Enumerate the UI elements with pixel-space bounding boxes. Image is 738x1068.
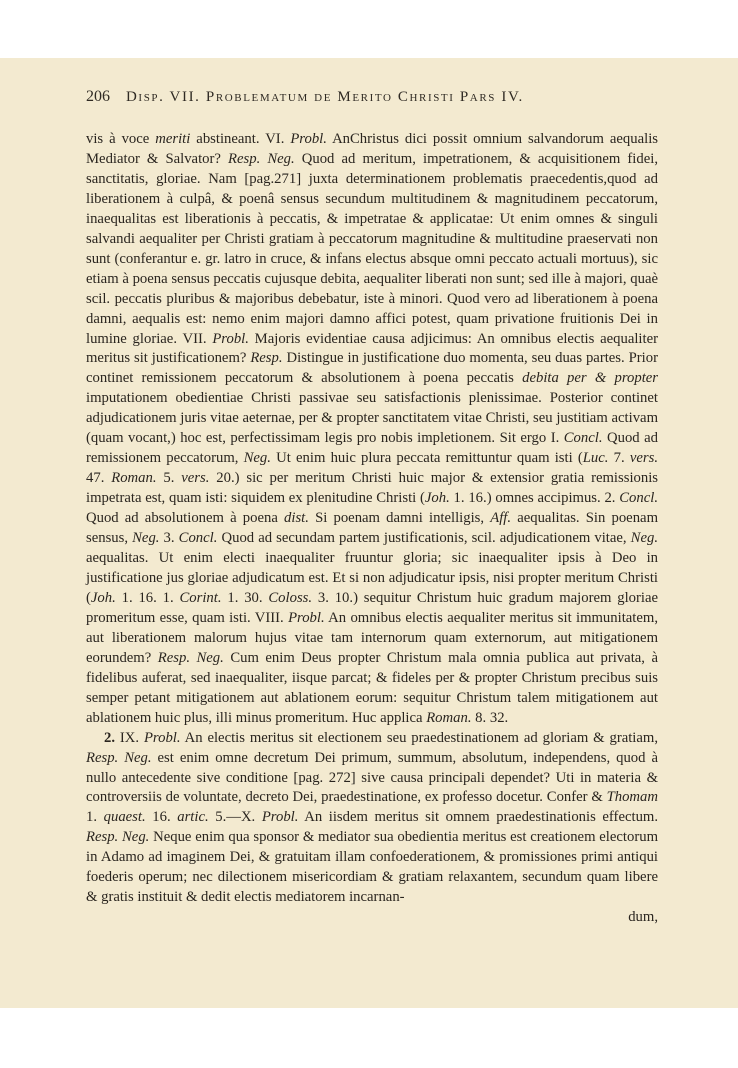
text-run: aequalitas. Sin poenam sensus, — [86, 510, 658, 547]
italic-run: Neg. — [630, 530, 658, 547]
text-run: An electis meritus sit electionem seu praedestinationem ad gloriam & gratiam, — [180, 729, 659, 746]
text-run: Quod ad secundam partem justificationis, scil. adjudicationem vitae, — [217, 530, 631, 547]
paragraph-1-runs — [86, 131, 658, 726]
text-run: Majoris evidentiae causa adjicimus: An omnibus electis aequaliter meritus sit justificationem? — [86, 330, 658, 367]
italic-run: Resp. Neg. — [228, 150, 295, 167]
text-run: Neque enim qua sponsor & mediator sua obedientia meritus est creationem electorum in Adamo ad imaginem Dei, & gratuitam illam confoederationem, & promissiones primi antiqui foederis operum; nec dilectionem misericordiam & gratiam relaxantem, secundum quam libere & gratis instituit & dedit electis mediatorem incarnan- — [86, 829, 658, 906]
paragraph-1 — [86, 130, 658, 729]
text-run: Quod ad meritum, impetrationem, & acquisitionem fidei, sanctitatis, gloriae. Nam [pag.271] juxta determinationem problematis praecedentis,quod ad liberationem à culpâ, & poenâ sensus secundum multitudinem & magnitudinem peccatorum, inaequalitas est liberationis à peccatis, & impetratae & applicatae: Ut enim omnes & singuli salvandi aequaliter per Christi gratiam à peccatorum magnitudine & multitudine praeservati non sunt (conferantur e. gr. latro in cruce, & infans electus absque omni peccato actuali mortuus), sic etiam à poena sensus peccatis cujusque debita, aequaliter liberati non sunt; sed ille à majori, quaè scil. peccatis pluribus & majoribus debebatur, iste à minori. Quod vero ad liberationem à poena damni, aequalis est: nemo enim majori damno affici potest, quam privatione fruitionis Dei in lumine gloriae. VII. — [86, 150, 658, 347]
italic-run: Resp. — [250, 350, 283, 367]
text-run: 5. — [156, 470, 182, 487]
section-mark: 2. — [104, 729, 116, 746]
italic-run: Probl. — [261, 809, 299, 826]
body-text — [86, 130, 658, 928]
italic-run: Resp. Neg. — [157, 649, 224, 666]
text-run: abstineant. VI. — [190, 131, 291, 147]
italic-run: dist. — [284, 510, 309, 527]
italic-run: Concl. — [563, 430, 603, 447]
italic-run: debita per & propter — [522, 370, 659, 387]
italic-run: Probl. — [143, 729, 181, 746]
text-run: 20.) sic per meritum Christi huic major & extensior gratia remissionis impetrata est, quam isti: siquidem ex plenitudine Christi ( — [86, 470, 659, 507]
italic-run: Concl. — [178, 530, 218, 547]
paragraph-2-runs — [86, 730, 658, 906]
text-run: Si poenam damni intelligis, — [308, 510, 491, 527]
text-run: 3. — [159, 530, 179, 547]
italic-run: Coloss. — [268, 589, 313, 606]
italic-run: Roman. — [111, 470, 157, 487]
running-head: Disp. VII. Problematum de Merito Christi Pars IV. — [126, 89, 524, 105]
paragraph-2-final-word: dum, — [628, 909, 658, 926]
text-run: 47. — [86, 470, 112, 487]
text-run: IX. — [115, 729, 144, 746]
italic-run: meriti — [155, 131, 191, 147]
italic-run: Probl. — [212, 330, 249, 347]
text-run: An omnibus electis aequaliter meritus sit immunitatem, aut liberationem malorum hujus vitae tam internorum quam externorum, aut mitigationem eorundem? — [86, 609, 658, 666]
italic-run: Probl. — [290, 131, 327, 147]
text-run: 5.—X. — [208, 809, 262, 826]
italic-run: Joh. — [424, 490, 450, 507]
text-run: 16. — [145, 809, 178, 826]
italic-run: vers. — [181, 470, 210, 487]
italic-run: Corint. — [179, 589, 222, 606]
italic-run: Probl. — [288, 609, 325, 626]
text-run: 7. — [608, 450, 630, 467]
text-run: An iisdem meritus sit omnem praedestinationis effectum. — [298, 809, 659, 826]
italic-run: quaest. — [103, 809, 146, 826]
text-run: vis à voce — [86, 131, 156, 147]
italic-run: Concl. — [619, 490, 658, 507]
italic-run: Neg. — [132, 530, 160, 547]
italic-run: Luc. — [582, 450, 609, 467]
italic-run: Joh. — [90, 589, 116, 606]
text-run: Ut enim huic plura peccata remittuntur quam isti ( — [270, 450, 583, 467]
text-run: AnChristus dici possit omnium salvandorum aequalis Mediator & Salvator? — [86, 131, 658, 167]
text-run: est enim omne decretum Dei primum, summum, absolutum, independens, quod à nullo antecedente sive conditione [pag. 272] sive causa principali dependet? Uti in materia & controversiis de voluntate, decreto Dei, praedestinatione, ex professo docetur. Confer & — [86, 749, 658, 806]
italic-run: Resp. Neg. — [86, 829, 150, 846]
text-run: 3. 10.) sequitur Christum huic gradum majorem gloriae promeritum esse, quam isti. VIII. — [86, 589, 659, 626]
text-run: Cum enim Deus propter Christum mala omnia publica aut privata, à fidelibus auferat, sed inaequaliter, iisque parcat; & fideles per & propter Christum precibus suis semper petant mitigationem aut ablationem eorum: sequitur Christum talem mitigationem aut ablationem huic plus, illi minus promeritum. Huc applica — [86, 649, 658, 726]
italic-run: Neg. — [243, 450, 271, 467]
page-header — [86, 88, 658, 106]
text-run: 1. 16.) omnes accipimus. 2. — [449, 490, 620, 507]
text-run: aequalitas. Ut enim electi inaequaliter fruuntur gloria; sic inaequaliter ipsis à Deo in justificatione jus gloriae adjudicatum est. Et si non adjudicatur ipsis, nisi propter meritum Christi ( — [86, 550, 658, 606]
text-run: Quod ad remissionem peccatorum, — [86, 430, 658, 467]
italic-run: Roman. — [426, 709, 472, 726]
italic-run: vers. — [629, 450, 658, 467]
text-run: 8. 32. — [471, 709, 509, 726]
text-run: 1. 16. 1. — [115, 589, 180, 606]
text-run: 1. — [86, 809, 104, 826]
italic-run: Thomam — [606, 789, 658, 806]
page-number: 206 — [86, 88, 110, 105]
italic-run: Aff. — [490, 510, 512, 527]
italic-run: artic. — [177, 809, 209, 826]
text-run: Quod ad absolutionem à poena — [86, 510, 285, 527]
book-page — [0, 58, 738, 1008]
text-run: Distingue in justificatione duo momenta, seu duas partes. Prior continet remissionem peccatorum & absolutionem à poena peccatis — [86, 350, 658, 387]
text-run: 1. 30. — [221, 589, 269, 606]
text-run: imputationem obedientiae Christi passivae seu satisfactionis plenissimae. Posterior continet adjudicationem juris vitae aeternae, per & propter sanctitatem vitae Christi, seu justitiam activam (quam vocant,) hoc est, perfectissimam legis pro nobis impletionem. Sit ergo I. — [86, 390, 658, 447]
paragraph-2 — [86, 729, 658, 909]
italic-run: Resp. Neg. — [86, 749, 152, 766]
